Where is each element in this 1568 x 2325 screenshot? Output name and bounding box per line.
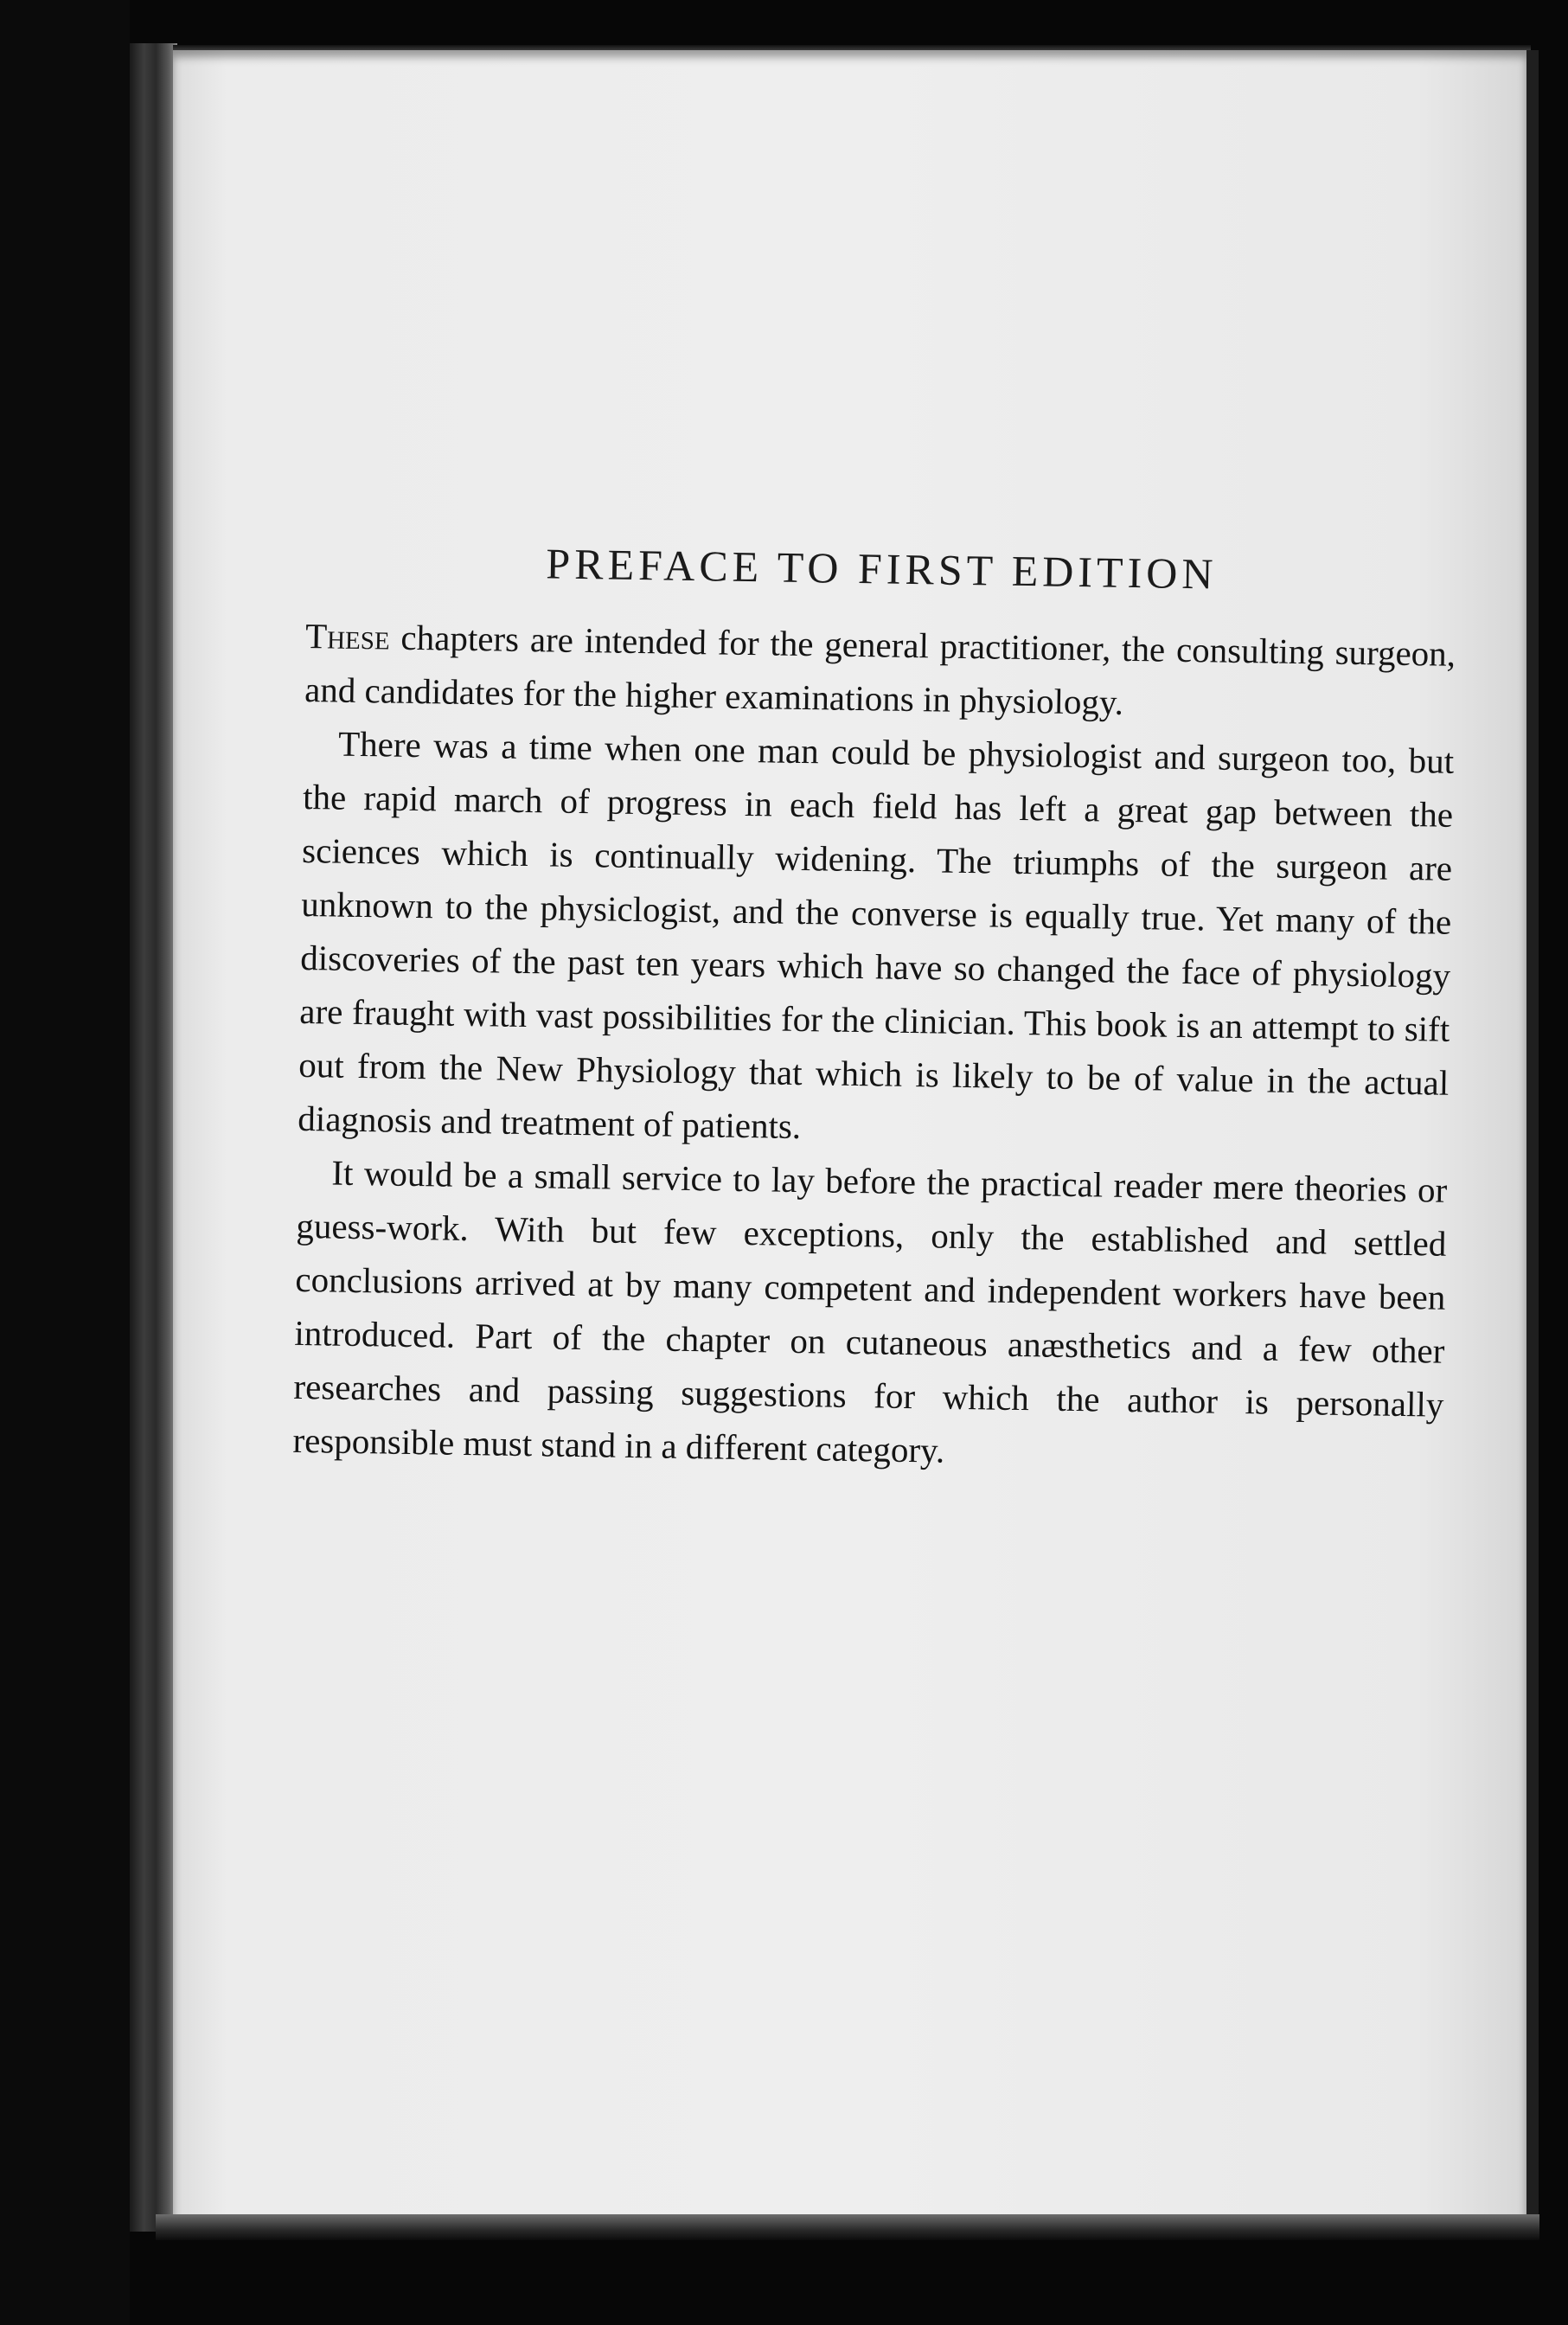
page-title: PREFACE TO FIRST EDITION	[546, 539, 1218, 599]
page-content	[292, 535, 1457, 1485]
paragraph-2: There was a time when one man could be physiologist and surgeon too, but the rapid march of progress in each field has left a great gap between the sciences which is continually widening. The triumphs of the surgeon are unknown to the physiclogist, and the converse is equally true. Yet many of the discoveries of the past ten years which have so changed the face of physiology are fraught with vast possibilities for the clinician. This book is an attempt to sift out from the New Physiology that which is likely to be of value in the actual diagnosis and treatment of patients.	[298, 723, 1455, 1147]
book-spine-edge	[130, 43, 177, 2232]
paragraph-1	[304, 609, 1456, 734]
paragraph-1-lead: These	[304, 615, 391, 657]
page-bottom-edge	[156, 2214, 1539, 2240]
page-sheet	[173, 50, 1539, 2235]
paragraph-3: It would be a small service to lay before the practical reader mere theories or guess-work. With but few exceptions, only the established and settled conclusions arrived at by many competent and independent workers have been introduced. Part of the chapter on cutaneous anæsthetics and a few other researches and passing suggestions for which the author is personally responsible must stand in a different category.	[292, 1152, 1448, 1470]
scan-background	[0, 0, 130, 2325]
paragraph-1-text: chapters are intended for the general practitioner, the consulting surgeon, and candidates for the higher examinations in physiology.	[304, 617, 1456, 722]
